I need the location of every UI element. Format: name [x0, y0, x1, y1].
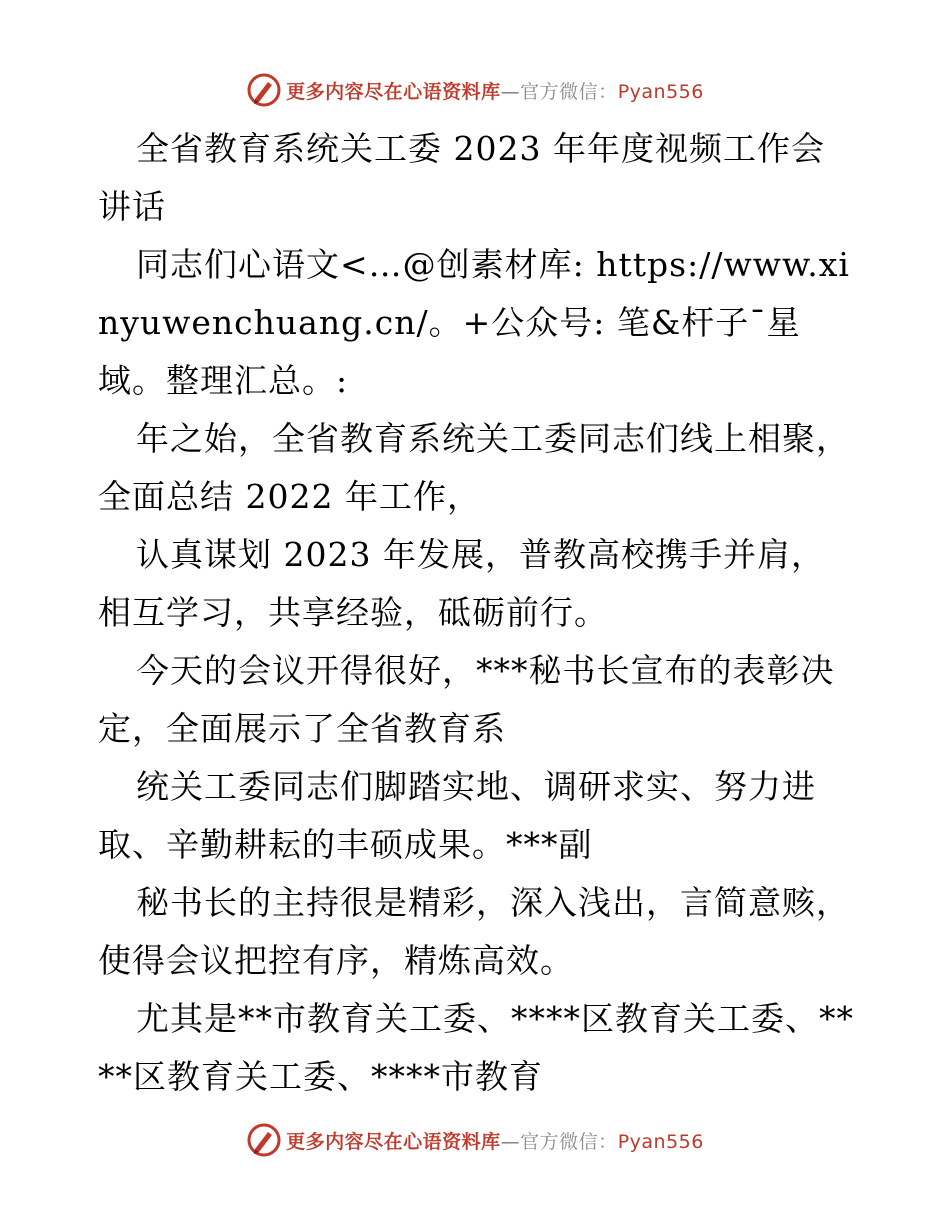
header-banner-main: 更多内容尽在心语资料库 — [286, 80, 501, 103]
header-banner-dash: — — [500, 80, 521, 103]
footer-banner-contact-handle: Pyan556 — [617, 1130, 704, 1153]
header-banner — [0, 70, 950, 110]
document-title: 全省教育系统关工委 2023 年年度视频工作会讲话 — [98, 129, 825, 226]
paragraph: 今天的会议开得很好，***秘书长宣布的表彰决定，全面展示了全省教育系 — [98, 651, 835, 748]
footer-banner-text — [286, 1127, 704, 1154]
paragraph: 年之始，全省教育系统关工委同志们线上相聚，全面总结 2022 年工作， — [98, 419, 850, 516]
footer-banner-contact-label: 官方微信： — [520, 1130, 618, 1153]
footer-banner-dash: — — [500, 1130, 521, 1153]
footer-banner — [0, 1120, 950, 1160]
header-banner-contact-handle: Pyan556 — [617, 80, 704, 103]
header-banner-contact-label: 官方微信： — [520, 80, 618, 103]
paragraph: 秘书长的主持很是精彩，深入浅出，言简意赅，使得会议把控有序，精炼高效。 — [98, 883, 850, 980]
pen-logo-icon — [246, 72, 282, 108]
pen-logo-icon — [246, 1122, 282, 1158]
paragraph: 尤其是**市教育关工委、****区教育关工委、****区教育关工委、****市教育 — [98, 999, 854, 1096]
paragraph: 统关工委同志们脚踏实地、调研求实、努力进取、辛勤耕耘的丰硕成果。***副 — [98, 767, 816, 864]
document-body — [98, 120, 858, 1106]
header-banner-text — [286, 77, 704, 104]
paragraph-source: 同志们心语文<…@创素材库: https://www.xinyuwenchuang.cn/。+公众号: 笔&杆子¯星域。整理汇总。: — [98, 245, 850, 400]
footer-banner-main: 更多内容尽在心语资料库 — [286, 1130, 501, 1153]
paragraph: 认真谋划 2023 年发展，普教高校携手并肩，相互学习，共享经验，砥砺前行。 — [98, 535, 825, 632]
